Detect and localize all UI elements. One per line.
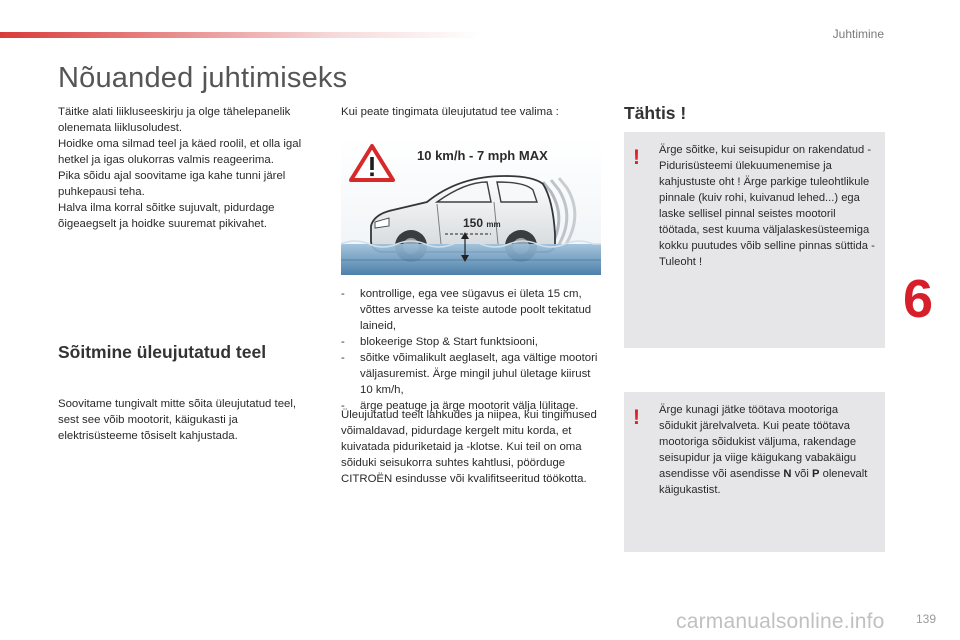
important-heading: Tähtis ! (624, 103, 687, 123)
list-item: - kontrollige, ega vee sügavus ei ületa 15 cm, võttes arvesse ka teiste autode poolt tekitatud laineid, (341, 288, 592, 332)
list-item: - sõitke võimalikult aeglaselt, aga vältige mootori väljasuremist. Ärge mingil juhul ületage kiirust 10 km/h, (341, 352, 598, 396)
page-number: 139 (915, 612, 936, 626)
water-depth-value: 150 (463, 216, 484, 230)
page-title: Nõuanded juhtimiseks (58, 62, 348, 94)
flooded-road-illustration (341, 138, 601, 275)
chapter-title: Juhtimine (832, 27, 884, 41)
warning-box-parking-brake (624, 132, 885, 348)
warning-text: Ärge kunagi jätke töötava mootoriga sõidukit järelvalveta. Kui peate töötava mootoriga sõidukist väljuma, rakendage seisupidur ja viige käigukang vabakäigu asendisse või asendisse N või P olenevalt käigukastist. (659, 404, 868, 496)
flooded-road-paragraph: Soovitame tungivalt mitte sõita üleujutatud teel, sest see võib mootorit, käigukasti ja elektrisüsteeme tõsiselt kahjustada. (58, 398, 297, 442)
watermark: carmanualsonline.info (676, 610, 885, 633)
intro-text (58, 104, 320, 232)
flooded-road-lead: Kui peate tingimata üleujutatud tee valima : (341, 106, 559, 118)
intro-paragraph: Halva ilma korral sõitke sujuvalt, pidurdage õigeaegselt ja hoidke suuremat pikivahet. (58, 202, 275, 230)
section-heading-flooded-road: Sõitmine üleujutatud teel (58, 342, 267, 362)
flooded-road-instructions (341, 286, 605, 414)
warning-box-unattended-engine (624, 392, 885, 552)
list-item: - ärge peatuge ja ärge mootorit välja lülitage. (341, 400, 579, 412)
list-item: - blokeerige Stop & Start funktsiooni, (341, 336, 538, 348)
water-depth-label (463, 216, 501, 230)
water-surface (341, 244, 601, 275)
gear-position-n: N (783, 468, 792, 480)
header-accent-bar (0, 32, 480, 38)
intro-paragraph: Täitke alati liikluseeskirju ja olge tähelepanelik olenemata liiklusoludest. (58, 106, 291, 134)
chapter-number: 6 (903, 269, 934, 329)
gear-position-p: P (812, 468, 820, 480)
after-flood-paragraph: Üleujutatud teelt lahkudes ja niipea, kui tingimused võimaldavad, pidurdage kergelt mitu korda, et kuivatada piduriketaid ja -klotse. Kui teil on oma sõiduki seisukorra suhtes kahtlusi, pöörduge CITROËN esindusse või kvalifitseeritud töökotta. (341, 409, 597, 485)
warning-text: Ärge sõitke, kui seisupidur on rakendatud - Pidurisüsteemi ülekuumenemise ja kahjustuste oht ! Ärge parkige tuleohtlikule pinnale (kuiv rohi, kuivanud lehed...) ega laske sellisel pinnal seistes mootoril töötada, sest kuuma väljalaskesüsteemiga kokku puutudes võib selline pinnas süttida - Tuleoht ! (659, 144, 875, 268)
intro-paragraph: Pika sõidu ajal soovitame iga kahe tunni järel puhkepausi teha. (58, 170, 286, 198)
water-depth-unit: mm (486, 220, 501, 229)
exclamation-icon: ! (633, 146, 640, 169)
intro-paragraph: Hoidke oma silmad teel ja käed roolil, et olla igal hetkel ja igas olukorras valmis reageerima. (58, 138, 302, 166)
exclamation-icon: ! (633, 406, 640, 429)
speed-limit-label: 10 km/h - 7 mph MAX (417, 148, 548, 163)
